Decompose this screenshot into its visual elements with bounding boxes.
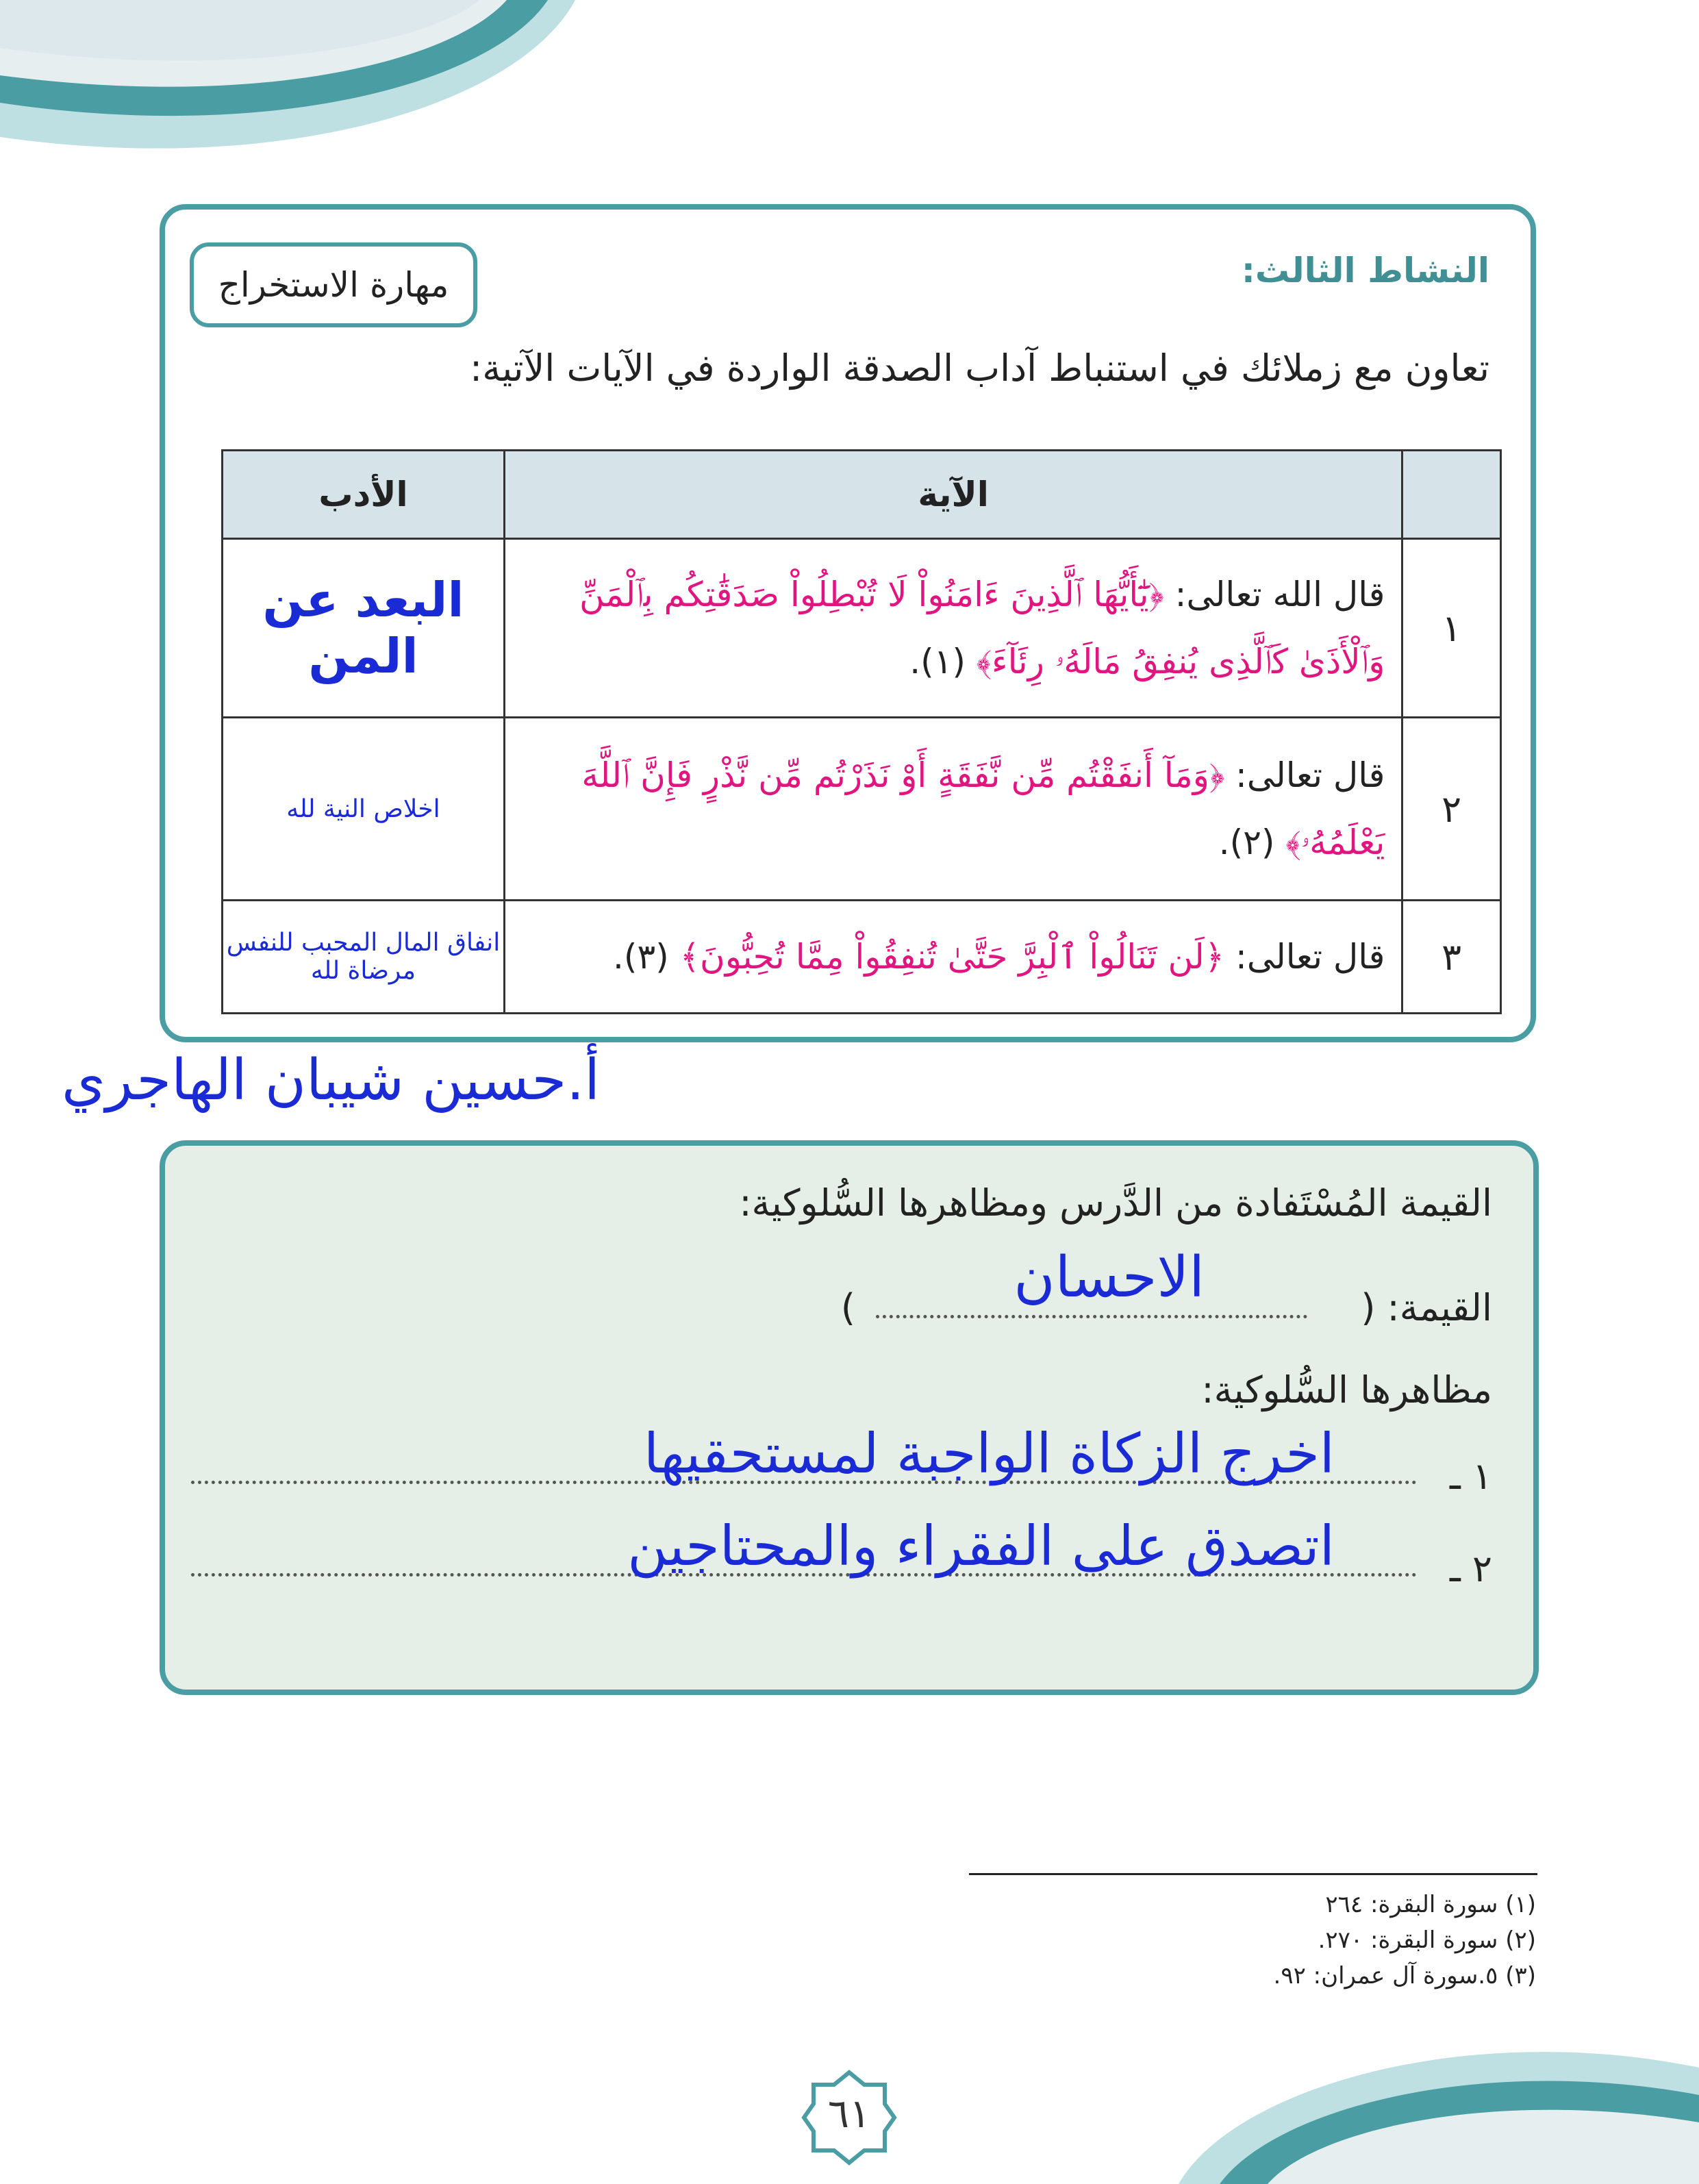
header-adab: الأدب [223,451,505,539]
activity-title: النشاط الثالث: [1241,251,1489,290]
header-verse: الآية [504,451,1402,539]
footnote: (١) سورة البقرة: ٢٦٤ [1325,1891,1536,1918]
teacher-name: أ.حسين شيبان الهاجري [62,1048,601,1113]
table-row [223,901,1501,1014]
behavior-item [191,1420,1492,1502]
activity-instruction: تعاون مع زملائك في استنباط آداب الصدقة الواردة في الآيات الآتية: [470,347,1489,390]
value-row [602,1245,1492,1338]
verse-cell [504,539,1402,718]
footnote: (٢) سورة البقرة: ٢٧٠. [1318,1926,1536,1954]
value-close-paren: ) [840,1286,855,1329]
footnotes [1274,1887,1536,1994]
value-label: القيمة: ( [1361,1286,1492,1329]
adab-answer: انفاق المال المحبب للنفس مرضاة لله [226,929,501,985]
row-number: ٣ [1402,901,1501,1014]
values-box [160,1140,1539,1695]
verse-cell [504,901,1402,1014]
verse-intro: قال تعالى: [1224,937,1385,977]
top-decoration [0,0,575,164]
behavior-answer[interactable]: اخرج الزكاة الواجبة لمستحقيها [643,1422,1335,1485]
behaviors-heading: مظاهرها السُّلوكية: [1201,1368,1492,1411]
table-row [223,539,1501,718]
behavior-number: ٢ ـ [1449,1547,1492,1590]
adab-cell [223,901,505,1014]
bottom-decoration [1179,2026,1699,2184]
behavior-number: ١ ـ [1449,1455,1492,1498]
verse-ref: (٢). [1218,823,1275,862]
adab-answer: البعد عن المن [262,572,464,684]
verse-cell [504,718,1402,901]
quran-verse: ﴿لَن تَنَالُواْ ٱلْبِرَّ حَتَّىٰ تُنفِقُواْ مِمَّا تُحِبُّونَ﴾ [679,937,1225,977]
verses-table [221,449,1502,1014]
header-number [1402,451,1501,539]
adab-cell [223,539,505,718]
verse-ref: (٣). [613,937,669,977]
row-number: ١ [1402,539,1501,718]
verse-intro: قال تعالى: [1224,755,1385,795]
values-heading: القيمة المُسْتَفادة من الدَّرس ومظاهرها السُّلوكية: [739,1181,1492,1225]
footnote-divider [969,1873,1537,1875]
adab-cell [223,718,505,901]
row-number: ٢ [1402,718,1501,901]
verse-ref: (١). [909,642,966,681]
behavior-item [191,1512,1492,1594]
quran-verse: ﴿وَمَآ أَنفَقْتُم مِّن نَّفَقَةٍ أَوْ نَذَرْتُم مِّن نَّذْرٍ فَإِنَّ ٱللَّهَ يَعْلَمُهُۥ﴾ [581,755,1385,862]
value-dotted-line [876,1315,1307,1318]
verse-intro: قال الله تعالى: [1163,575,1385,614]
skill-badge: مهارة الاستخراج [190,242,477,327]
footnote: (٣) ٥.سورة آل عمران: ٩٢. [1273,1962,1536,1990]
value-answer[interactable]: الاحسان [1014,1245,1205,1310]
table-row [223,718,1501,901]
behavior-answer[interactable]: اتصدق على الفقراء والمحتاجين [627,1514,1335,1578]
activity-box [160,204,1536,1042]
page-number: ٦١ [827,2090,871,2137]
table-header-row [223,451,1501,539]
adab-answer: اخلاص النية لله [286,794,440,823]
quran-verse: ﴿يَٰٓأَيُّهَا ٱلَّذِينَ ءَامَنُواْ لَا تُبْطِلُواْ صَدَقَٰتِكُم بِٱلْمَنِّ وَٱلْأَذَىٰ كَٱلَّذِى يُنفِقُ مَالَهُۥ رِئَآءَ﴾ [579,575,1385,681]
